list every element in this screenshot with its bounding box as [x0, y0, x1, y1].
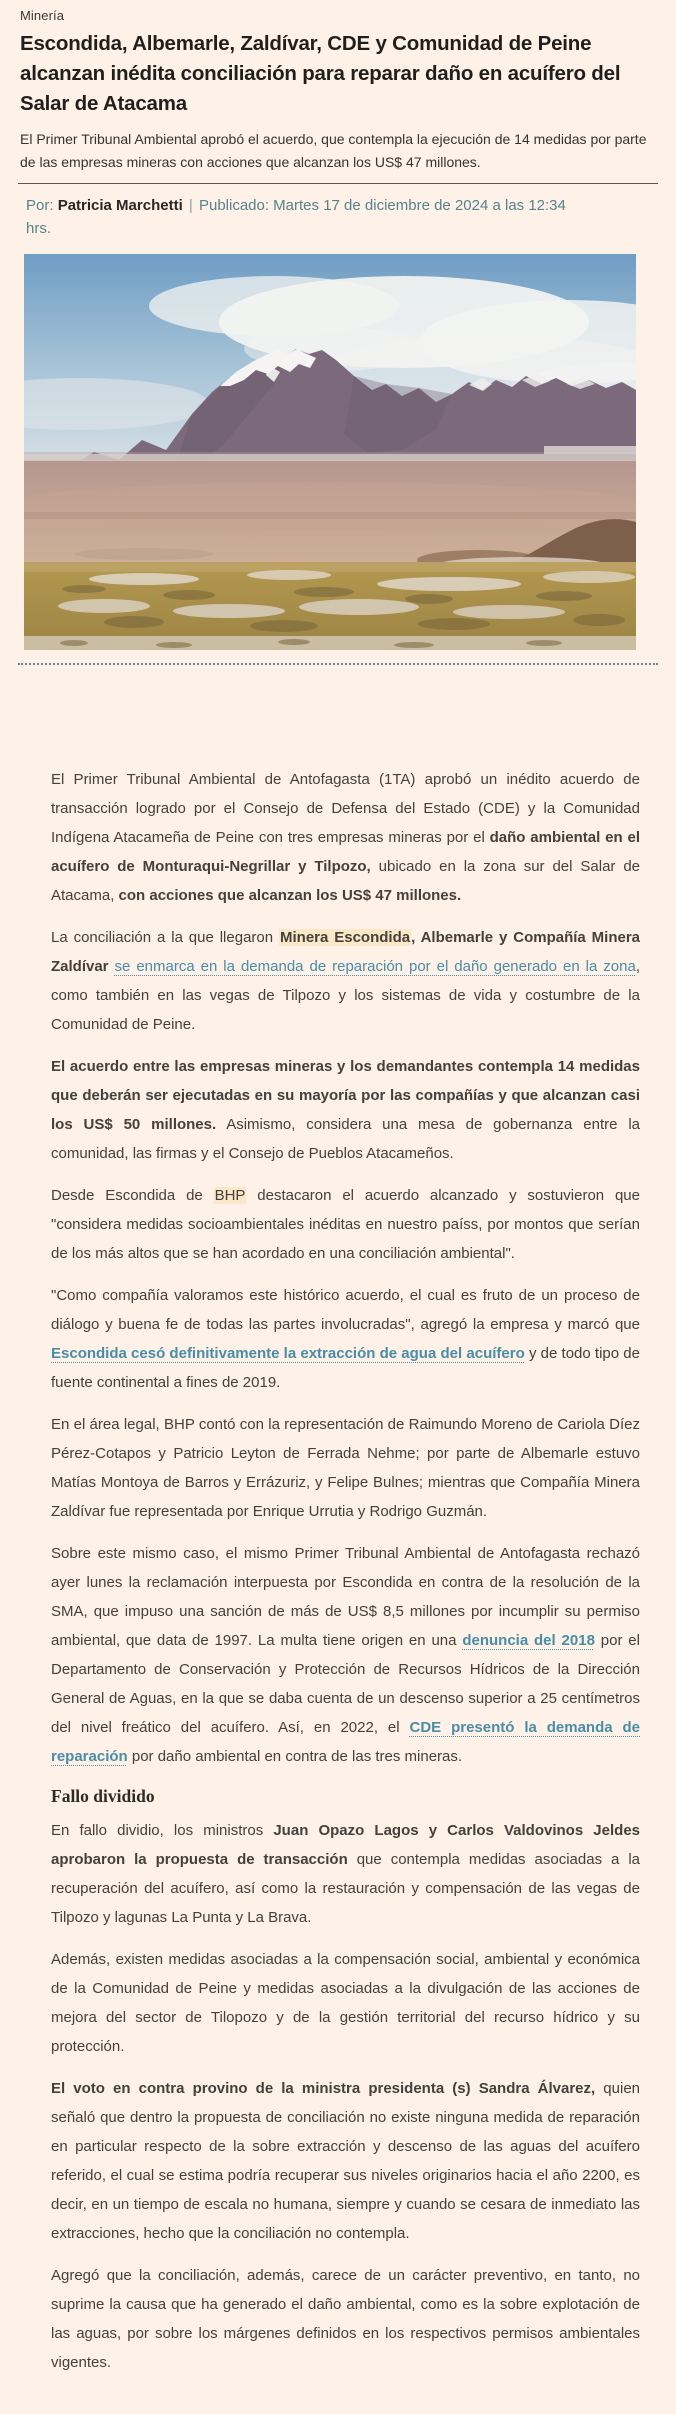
byline-prefix: Por: [26, 197, 58, 214]
byline [26, 194, 574, 240]
article-paragraph [51, 1945, 640, 2061]
text-span: El acuerdo entre las empresas mineras y los demandantes contempla 14 medidas que deberán ser ejecutadas en su mayoría por las compañías y que alcanzan casi los US$ 50 millones. [51, 1058, 640, 1133]
text-span: por daño ambiental en contra de las tres mineras. [127, 1748, 463, 1765]
text-span: , Albemarle y Compañía Minera Zaldívar [51, 929, 640, 975]
text-span: En el área legal, BHP contó con la representación de Raimundo Moreno de Cariola Díez Pérez-Cotapos y Patricio Leyton de Ferrada Nehme; por parte de Albemarle estuvo Matías Montoya de Barros y Errázuriz, y Felipe Bulnes; mientras que Compañía Minera Zaldívar fue representada por Enrique Urrutia y Rodrigo Guzmán. [51, 1416, 640, 1520]
article-paragraph [51, 923, 640, 1039]
text-span: Asimismo, considera una mesa de gobernanza entre la comunidad, las firmas y el Consejo de Pueblos Atacameños. [51, 1116, 640, 1162]
text-span: Además, existen medidas asociadas a la compensación social, ambiental y económica de la Comunidad de Peine y medidas asociadas a la divulgación de las acciones de mejora del sector de Tilopozo y de la gestión territorial del recurso hídrico y su protección. [51, 1951, 640, 2055]
article-paragraph [51, 1816, 640, 1932]
byline-separator: | [184, 197, 197, 214]
article-paragraph [51, 1052, 640, 1168]
text-span: y de todo tipo de fuente continental a fines de 2019. [51, 1345, 640, 1391]
text-span: El Primer Tribunal Ambiental de Antofagasta (1TA) aprobó un inédito acuerdo de transacción logrado por el Consejo de Defensa del Estado (CDE) y la Comunidad Indígena Atacameña de Peine con tres empresas mineras por el [51, 771, 640, 846]
article-paragraph [51, 1181, 640, 1268]
article-body [51, 765, 640, 2377]
text-span: quien señaló que dentro la propuesta de conciliación no existe ninguna medida de reparación en particular respecto de la sobre extracción y descenso de las aguas del acuífero referido, el cual se estima podría recuperar sus niveles originarios hacia el año 2200, es decir, en un tiempo de escala no humana, siempre y cuando se cesara de inmediato las extracciones, hecho que la conciliación no contempla. [51, 2080, 641, 2242]
text-span: Fallo dividido [51, 1786, 155, 1806]
publish-date: Publicado: Martes 17 de diciembre de 2024 a las 12:34 hrs. [26, 197, 566, 237]
text-span: ubicado en la zona sur del Salar de Atacama, [51, 858, 640, 904]
text-span: La conciliación a la que llegaron [51, 929, 279, 946]
section-heading [51, 1784, 640, 1808]
text-span: "Como compañía valoramos este histórico acuerdo, el cual es fruto de un proceso de diálogo y buena fe de todas las partes involucradas", agregó la empresa y marcó que [51, 1287, 640, 1333]
article-subtitle: El Primer Tribunal Ambiental aprobó el acuerdo, que contempla la ejecución de 14 medidas por parte de las empresas mineras con acciones que alcanzan los US$ 47 millones. [20, 131, 647, 170]
text-span: El voto en contra provino de la ministra presidenta (s) Sandra Álvarez, [51, 2080, 596, 2097]
text-span: con acciones que alcanzan los US$ 47 millones. [118, 887, 462, 904]
text-span: Agregó que la conciliación, además, carece de un carácter preventivo, en tanto, no suprime la causa que ha generado el daño ambiental, como es la sobre explotación de las aguas, por sobre los márgenes definidos en los respectivos permisos ambientales vigentes. [51, 2267, 640, 2371]
text-span: destacaron el acuerdo alcanzado y sostuvieron que "considera medidas socioambientales inéditas en nuestro paíss, por montos que serían de los más altos que se han acordado en una conciliación ambiental". [51, 1187, 640, 1262]
inline-link[interactable]: CDE presentó la demanda de reparación [51, 1719, 641, 1765]
text-span: Desde Escondida de [51, 1187, 214, 1204]
header-divider [18, 183, 658, 184]
article-title: Escondida, Albemarle, Zaldívar, CDE y Comunidad de Peine alcanzan inédita conciliación para reparar daño en acuífero del Salar de Atacama [20, 32, 621, 115]
article-paragraph [51, 1539, 640, 1771]
photo-grassland [24, 562, 636, 650]
text-span: daño ambiental en el acuífero de Monturaqui-Negrillar y Tilpozo, [51, 829, 641, 875]
article-paragraph [51, 765, 640, 910]
highlighted-term: Minera Escondida [280, 929, 411, 946]
article-paragraph [51, 1410, 640, 1526]
text-span: , como también en las vegas de Tilpozo y los sistemas de vida y costumbre de la Comunidad de Peine. [51, 958, 640, 1033]
text-span: Juan Opazo Lagos y Carlos Valdovinos Jeldes aprobaron la propuesta de transacción [51, 1822, 640, 1868]
inline-link[interactable]: se enmarca en la demanda de reparación por el daño generado en la zona [114, 958, 636, 975]
article-photo [24, 254, 636, 650]
highlighted-term: BHP [214, 1187, 246, 1204]
author-name[interactable]: Patricia Marchetti [57, 197, 183, 214]
text-span: que contempla medidas asociadas a la recuperación del acuífero, así como la restauración y compensación de las vegas de Tilpozo y lagunas La Punta y La Brava. [51, 1851, 640, 1926]
text-span: En fallo dividio, los ministros [51, 1822, 274, 1839]
text-span: Sobre este mismo caso, el mismo Primer Tribunal Ambiental de Antofagasta rechazó ayer lunes la reclamación interpuesta por Escondida en contra de la resolución de la SMA, que impuso una sanción de más de US$ 8,5 millones por incumplir su permiso ambiental, que data de 1997. La multa tiene origen en una [51, 1545, 640, 1649]
content-divider [18, 663, 658, 665]
article-paragraph [51, 1281, 640, 1397]
inline-link[interactable]: Escondida cesó definitivamente la extracción de agua del acuífero [51, 1345, 525, 1362]
inline-link[interactable]: denuncia del 2018 [462, 1632, 595, 1649]
article-paragraph [51, 2074, 640, 2248]
text-span: por el Departamento de Conservación y Protección de Recursos Hídricos de la Dirección General de Aguas, en la que se daba cuenta de un descenso superior a 25 centímetros del nivel freático del acuífero. Así, en 2022, el [51, 1632, 640, 1736]
article-paragraph [51, 2261, 640, 2377]
category-label[interactable]: Minería [20, 8, 65, 23]
